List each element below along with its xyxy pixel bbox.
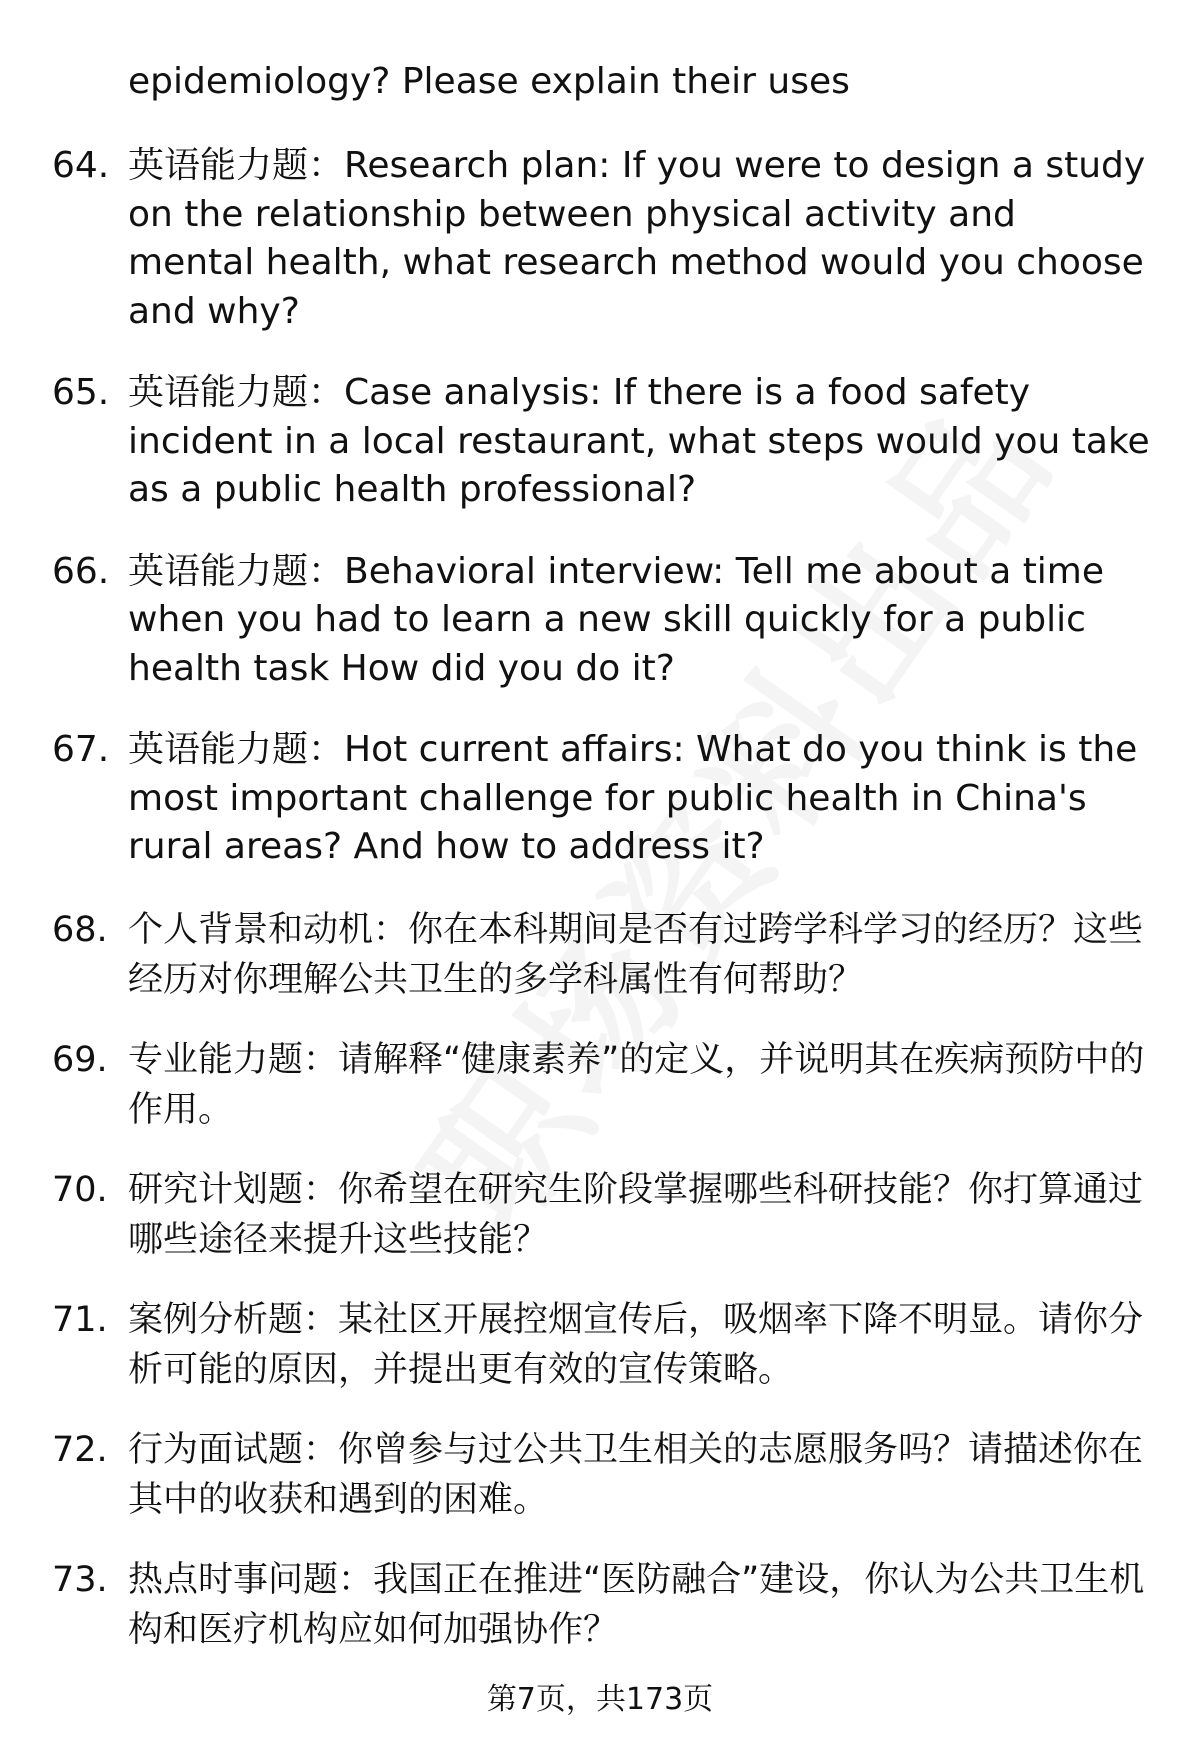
- question-item: [0, 1555, 1200, 1655]
- question-text: 热点时事问题：我国正在推进“医防融合”建设，你认为公共卫生机构和医疗机构应如何加强协作？: [128, 1559, 1145, 1650]
- question-item: [0, 548, 1200, 694]
- question-number: 72.: [52, 1429, 108, 1470]
- question-text: 案例分析题：某社区开展控烟宣传后，吸烟率下降不明显。请你分析可能的原因，并提出更有效的宣传策略。: [128, 1299, 1144, 1390]
- question-list: [0, 142, 1200, 1685]
- question-number: 71.: [52, 1299, 108, 1340]
- question-text: 英语能力题：Behavioral interview: Tell me about a time when you had to learn a new skill quickly for a public health task How did you do it?: [128, 550, 1105, 689]
- question-number: 65.: [52, 372, 110, 413]
- question-item: [0, 369, 1200, 515]
- question-item: [0, 1425, 1200, 1525]
- question-number: 70.: [52, 1169, 108, 1210]
- question-item: [0, 905, 1200, 1005]
- question-text: 个人背景和动机：你在本科期间是否有过跨学科学习的经历？这些经历对你理解公共卫生的多学科属性有何帮助？: [128, 909, 1144, 1000]
- question-number: 69.: [52, 1039, 108, 1080]
- question-number: 64.: [52, 145, 110, 186]
- question-text: 英语能力题：Case analysis: If there is a food safety incident in a local restaurant, what steps would you take as a public health professional?: [128, 372, 1150, 510]
- continued-question-text: epidemiology? Please explain their uses: [128, 61, 850, 102]
- question-item: [0, 142, 1200, 336]
- question-number: 66.: [52, 550, 110, 592]
- question-item: [0, 726, 1200, 872]
- question-text: 行为面试题：你曾参与过公共卫生相关的志愿服务吗？请描述你在其中的收获和遇到的困难。: [128, 1429, 1144, 1520]
- question-number: 68.: [52, 909, 108, 950]
- page-footer: 第7页，共173页: [486, 1682, 714, 1717]
- question-text: 专业能力题：请解释“健康素养”的定义，并说明其在疾病预防中的作用。: [128, 1039, 1145, 1130]
- question-text: 英语能力题：Research plan: If you were to design a study on the relationship between physical activity and mental health, what research method would you choose and why?: [128, 145, 1146, 332]
- question-number: 67.: [52, 729, 110, 770]
- question-item: [0, 1295, 1200, 1395]
- question-text: 英语能力题：Hot current affairs: What do you think is the most important challenge for public health in China's rural areas? And how to address it?: [128, 729, 1138, 867]
- question-text: 研究计划题：你希望在研究生阶段掌握哪些科研技能？你打算通过哪些途径来提升这些技能？: [128, 1169, 1144, 1260]
- question-item: [0, 1165, 1200, 1265]
- question-item: [0, 1035, 1200, 1135]
- question-number: 73.: [52, 1559, 108, 1600]
